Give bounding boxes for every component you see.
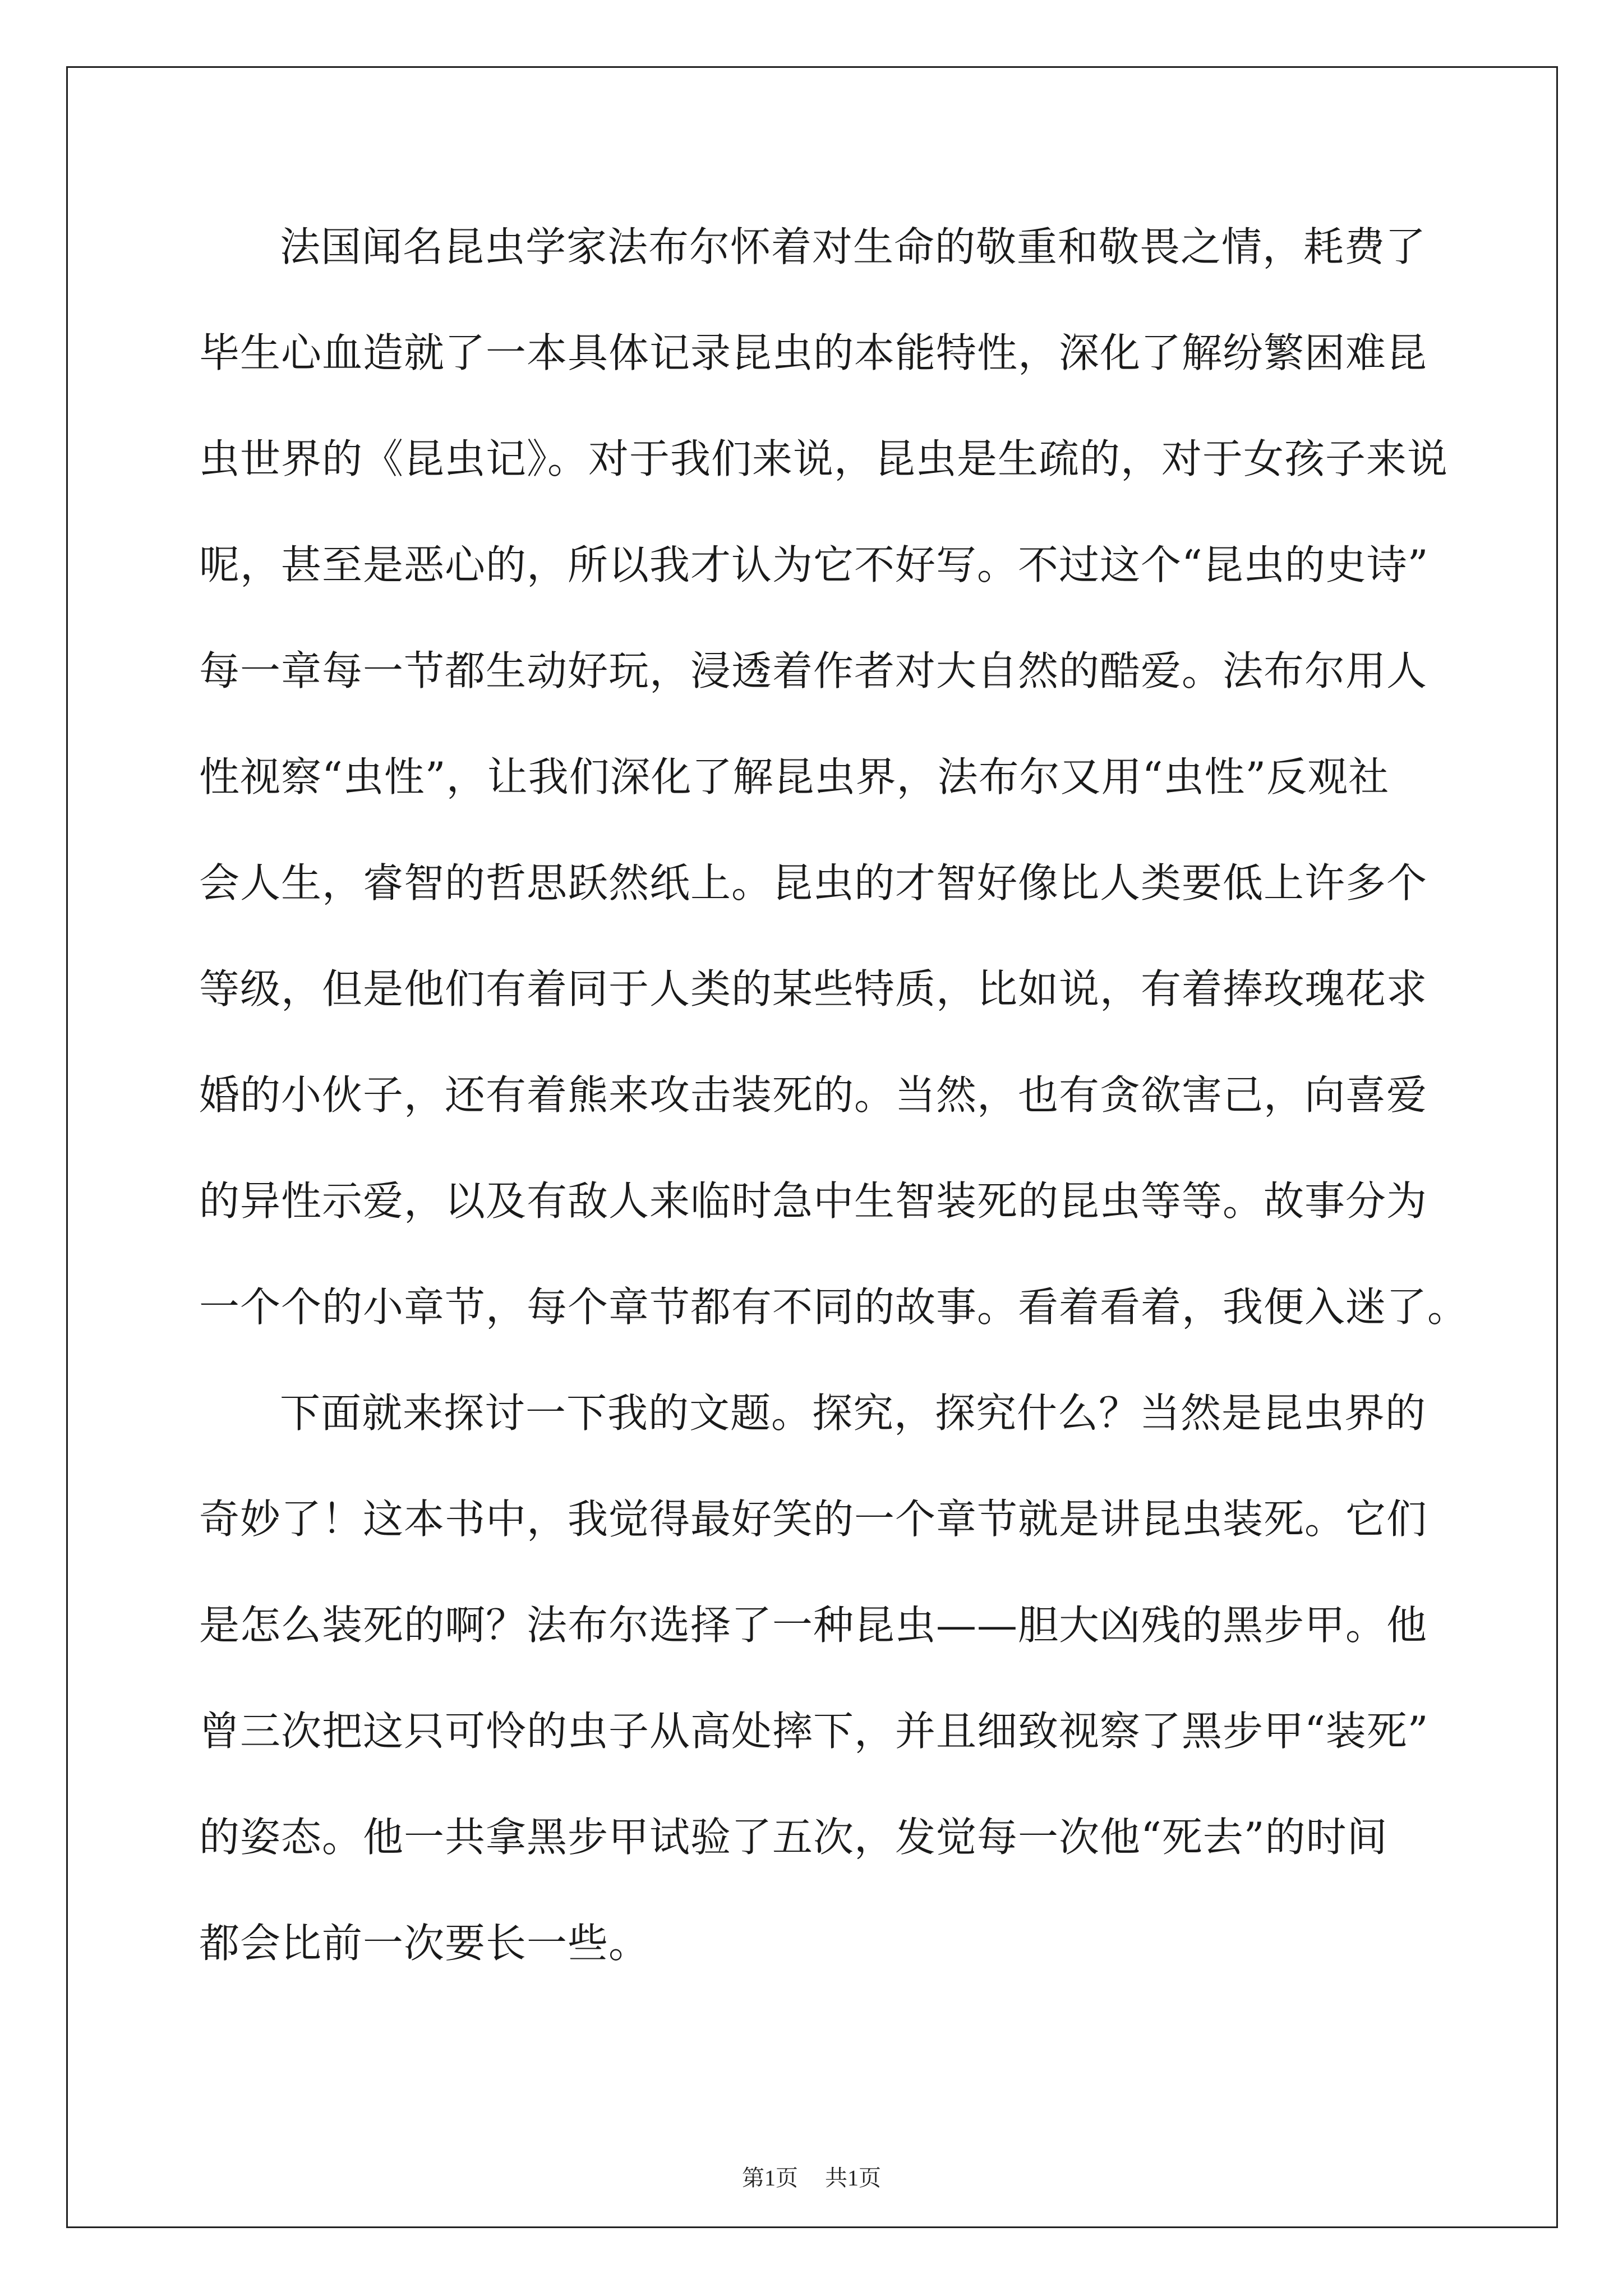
document-body xyxy=(199,194,1469,1996)
page-number: 第1页 xyxy=(742,2165,798,2191)
text-line: 的姿态。他一共拿黑步甲试验了五次，发觉每一次他“死去”的时间 xyxy=(199,1814,1388,1861)
text-line: 会人生，睿智的哲思跃然纸上。昆虫的才智好像比人类要低上许多个 xyxy=(199,859,1428,907)
text-line: 奇妙了！这本书中，我觉得最好笑的一个章节就是讲昆虫装死。它们 xyxy=(199,1496,1428,1543)
page-footer xyxy=(0,2162,1623,2194)
text-line: 虫世界的《昆虫记》。对于我们来说，昆虫是生疏的，对于女孩子来说 xyxy=(199,435,1449,482)
text-line: 都会比前一次要长一些。 xyxy=(199,1920,650,1967)
text-line: 下面就来探讨一下我的文题。探究，探究什么？当然是昆虫界的 xyxy=(280,1389,1427,1437)
text-line: 呢，甚至是恶心的，所以我才认为它不好写。不过这个“昆虫的史诗” xyxy=(199,541,1429,588)
text-line: 是怎么装死的啊？法布尔选择了一种昆虫——胆大凶残的黑步甲。他 xyxy=(199,1602,1428,1649)
text-line: 的异性示爱，以及有敌人来临时急中生智装死的昆虫等等。故事分为 xyxy=(199,1177,1428,1225)
text-line: 曾三次把这只可怜的虫子从高处摔下，并且细致视察了黑步甲“装死” xyxy=(199,1708,1429,1755)
page-total: 共1页 xyxy=(825,2165,881,2191)
text-line: 法国闻名昆虫学家法布尔怀着对生命的敬重和敬畏之情，耗费了 xyxy=(280,223,1427,270)
text-line: 一个个的小章节，每个章节都有不同的故事。看着看着，我便入迷了。 xyxy=(199,1283,1469,1331)
text-line: 等级，但是他们有着同于人类的某些特质，比如说，有着捧玫瑰花求 xyxy=(199,965,1428,1013)
text-line: 婚的小伙子，还有着熊来攻击装死的。当然，也有贪欲害己，向喜爱 xyxy=(199,1071,1428,1119)
text-line: 性视察“虫性”，让我们深化了解昆虫界，法布尔又用“虫性”反观社 xyxy=(199,753,1390,800)
paragraph-1 xyxy=(199,194,1469,1360)
text-line: 毕生心血造就了一本具体记录昆虫的本能特性，深化了解纷繁困难昆 xyxy=(199,329,1428,376)
text-line: 每一章每一节都生动好玩，浸透着作者对大自然的酷爱。法布尔用人 xyxy=(199,647,1428,694)
paragraph-2 xyxy=(199,1360,1427,1996)
